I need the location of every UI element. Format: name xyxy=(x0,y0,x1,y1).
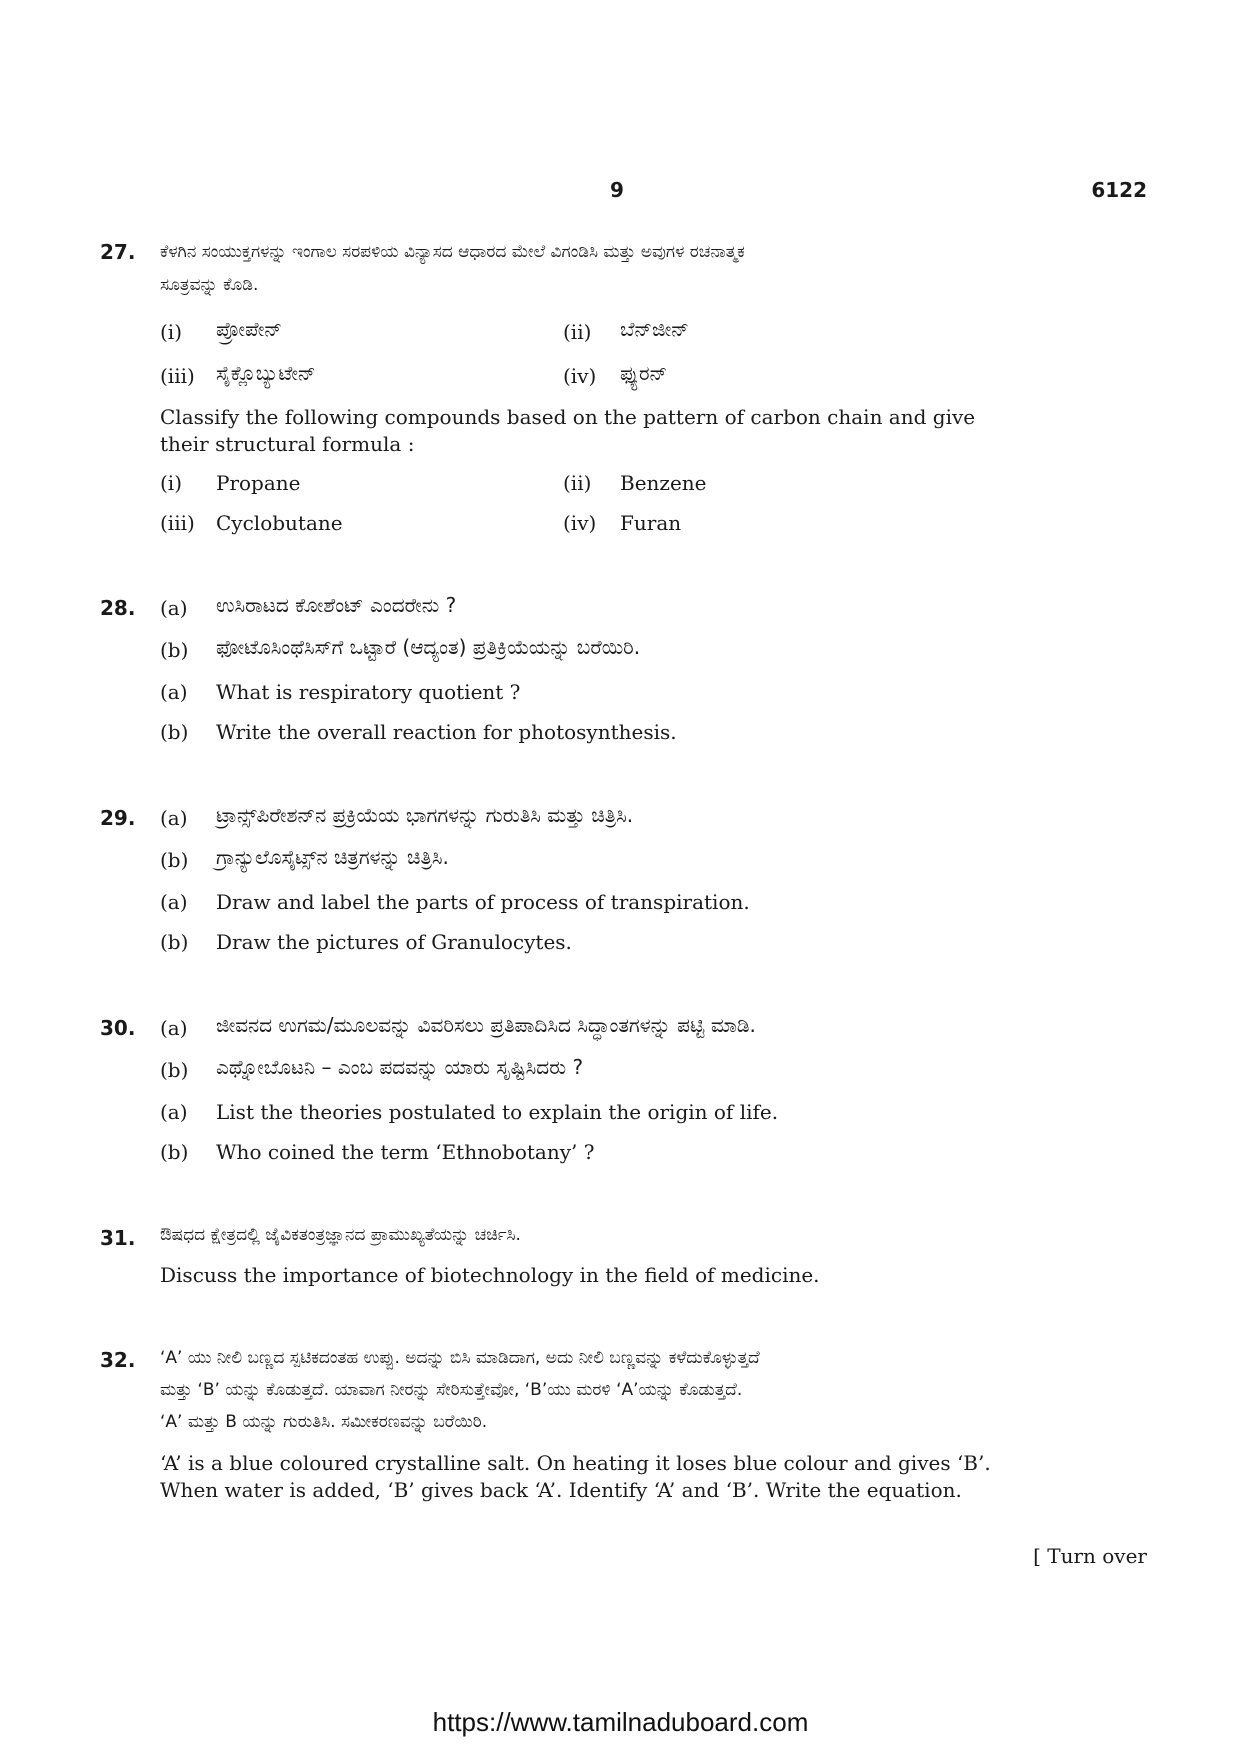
question-number-30: 30. xyxy=(100,1016,136,1040)
q32-en-line-2: When water is added, ‘B’ gives back ‘A’. Identify ‘A’ and ‘B’. Write the equation. xyxy=(160,1478,962,1502)
q27-kn-opt-ii: ಬೆನ್‌ಜೀನ್ xyxy=(620,317,689,341)
q29-part-b-kn: ಗ್ರಾನ್ಯುಲೊಸೈಟ್ಸ್‌ನ ಚಿತ್ರಗಳನ್ನು ಚಿತ್ರಿಸಿ. xyxy=(216,845,449,869)
q28-part-b-kn: ಫೋಟೊಸಿಂಥೆಸಿಸ್‌ಗೆ ಒಟ್ಟಾರೆ (ಆದ್ಯಂತ) ಪ್ರತಿಕ್ರಿಯೆಯನ್ನು ಬರೆಯಿರಿ. xyxy=(216,635,641,659)
q29-part-label-a-en: (a) xyxy=(160,890,188,914)
question-number-28: 28. xyxy=(100,596,136,620)
question-number-31: 31. xyxy=(100,1226,136,1250)
q27-kn-opt-iv: ಫ್ಯುರನ್ xyxy=(620,361,668,385)
paper-code: 6122 xyxy=(1091,178,1147,202)
q27-en-opt-label-iv: (iv) xyxy=(563,511,597,535)
footer-url: https://www.tamilnaduboard.com xyxy=(432,1707,809,1737)
q27-en-opt-label-i: (i) xyxy=(160,471,183,495)
q28-part-a-en: What is respiratory quotient ? xyxy=(216,680,521,704)
q27-kn-line-2: ಸೂತ್ರವನ್ನು ಕೊಡಿ. xyxy=(160,275,259,295)
q27-kn-opt-label-iv: (iv) xyxy=(563,364,597,388)
q27-en-opt-iii: Cyclobutane xyxy=(216,511,343,535)
q27-en-line-2: their structural formula : xyxy=(160,432,415,456)
q32-en-line-1: ‘A’ is a blue coloured crystalline salt. On heating it loses blue colour and gives ‘B’. xyxy=(160,1451,991,1475)
q30-part-label-b-kn: (b) xyxy=(160,1058,189,1082)
q29-part-a-kn: ಟ್ರಾನ್ಸ್‌ಪಿರೇಶನ್‌ನ ಪ್ರಕ್ರಿಯೆಯ ಭಾಗಗಳನ್ನು ಗುರುತಿಸಿ ಮತ್ತು ಚಿತ್ರಿಸಿ. xyxy=(216,803,634,827)
q29-part-label-b-kn: (b) xyxy=(160,848,189,872)
question-number-29: 29. xyxy=(100,806,136,830)
q28-part-label-a-kn: (a) xyxy=(160,596,188,620)
q30-part-b-en: Who coined the term ‘Ethnobotany’ ? xyxy=(216,1140,595,1164)
q29-part-label-b-en: (b) xyxy=(160,930,189,954)
q27-en-opt-label-iii: (iii) xyxy=(160,511,195,535)
q30-part-label-a-en: (a) xyxy=(160,1100,188,1124)
page-number: 9 xyxy=(610,178,624,202)
q29-part-b-en: Draw the pictures of Granulocytes. xyxy=(216,930,572,954)
q27-en-opt-i: Propane xyxy=(216,471,301,495)
q30-part-label-a-kn: (a) xyxy=(160,1016,188,1040)
question-number-27: 27. xyxy=(100,240,136,264)
q27-kn-line-1: ಕೆಳಗಿನ ಸಂಯುಕ್ತಗಳನ್ನು ಇಂಗಾಲ ಸರಪಳಿಯ ವಿನ್ಯಾಸದ ಆಧಾರದ ಮೇಲೆ ವಿಗಂಡಿಸಿ ಮತ್ತು ಅವುಗಳ ರಚನಾತ್ಮಕ xyxy=(160,242,745,262)
q27-en-opt-iv: Furan xyxy=(620,511,682,535)
question-number-32: 32. xyxy=(100,1348,136,1372)
q27-kn-opt-i: ಪ್ರೋಪೇನ್ xyxy=(216,317,282,341)
q32-kn-line-3: ‘A’ ಮತ್ತು B ಯನ್ನು ಗುರುತಿಸಿ. ಸಮೀಕರಣವನ್ನು ಬರೆಯಿರಿ. xyxy=(160,1412,488,1432)
q27-en-opt-ii: Benzene xyxy=(620,471,707,495)
q29-part-a-en: Draw and label the parts of process of transpiration. xyxy=(216,890,750,914)
q27-kn-opt-label-ii: (ii) xyxy=(563,320,592,344)
q28-part-b-en: Write the overall reaction for photosynthesis. xyxy=(216,720,677,744)
q31-kn-text: ಔಷಧದ ಕ್ಷೇತ್ರದಲ್ಲಿ ಜೈವಿಕತಂತ್ರಜ್ಞಾನದ ಪ್ರಾಮುಖ್ಯತೆಯನ್ನು ಚರ್ಚಿಸಿ. xyxy=(160,1225,521,1245)
q29-part-label-a-kn: (a) xyxy=(160,806,188,830)
q27-kn-opt-label-iii: (iii) xyxy=(160,364,195,388)
q30-part-b-kn: ಎಥ್ನೋಬೊಟನಿ – ಎಂಬ ಪದವನ್ನು ಯಾರು ಸೃಷ್ಟಿಸಿದರು ? xyxy=(216,1055,584,1079)
q30-part-label-b-en: (b) xyxy=(160,1140,189,1164)
q30-part-a-kn: ಜೀವನದ ಉಗಮ/ಮೂಲವನ್ನು ವಿವರಿಸಲು ಪ್ರತಿಪಾದಿಸಿದ ಸಿದ್ಧಾಂತಗಳನ್ನು ಪಟ್ಟಿ ಮಾಡಿ. xyxy=(216,1013,756,1037)
q27-en-opt-label-ii: (ii) xyxy=(563,471,592,495)
turn-over-note: [ Turn over xyxy=(1033,1544,1147,1568)
q28-part-label-b-kn: (b) xyxy=(160,638,189,662)
q32-kn-line-2: ಮತ್ತು ‘B’ ಯನ್ನು ಕೊಡುತ್ತದೆ. ಯಾವಾಗ ನೀರನ್ನು ಸೇರಿಸುತ್ತೇವೋ, ‘B’ಯು ಮರಳಿ ‘A’ಯನ್ನು ಕೊಡುತ್ತದೆ. xyxy=(160,1380,743,1400)
q28-part-a-kn: ಉಸಿರಾಟದ ಕೋಶೆಂಟ್ ಎಂದರೇನು ? xyxy=(216,593,457,617)
q28-part-label-b-en: (b) xyxy=(160,720,189,744)
q32-kn-line-1: ‘A’ ಯು ನೀಲಿ ಬಣ್ಣದ ಸ್ಪಟಿಕದಂತಹ ಉಪ್ಪು. ಅದನ್ನು ಬಿಸಿ ಮಾಡಿದಾಗ, ಅದು ನೀಲಿ ಬಣ್ಣವನ್ನು ಕಳೆದುಕೊಳ್ಳುತ್ತದೆ xyxy=(160,1348,760,1368)
q30-part-a-en: List the theories postulated to explain the origin of life. xyxy=(216,1100,779,1124)
q28-part-label-a-en: (a) xyxy=(160,680,188,704)
q27-en-line-1: Classify the following compounds based on the pattern of carbon chain and give xyxy=(160,405,976,429)
q31-en-text: Discuss the importance of biotechnology in the field of medicine. xyxy=(160,1263,820,1287)
q27-kn-opt-label-i: (i) xyxy=(160,320,183,344)
q27-kn-opt-iii: ಸೈಕ್ಲೊಬ್ಯುಟೇನ್ xyxy=(216,361,316,385)
